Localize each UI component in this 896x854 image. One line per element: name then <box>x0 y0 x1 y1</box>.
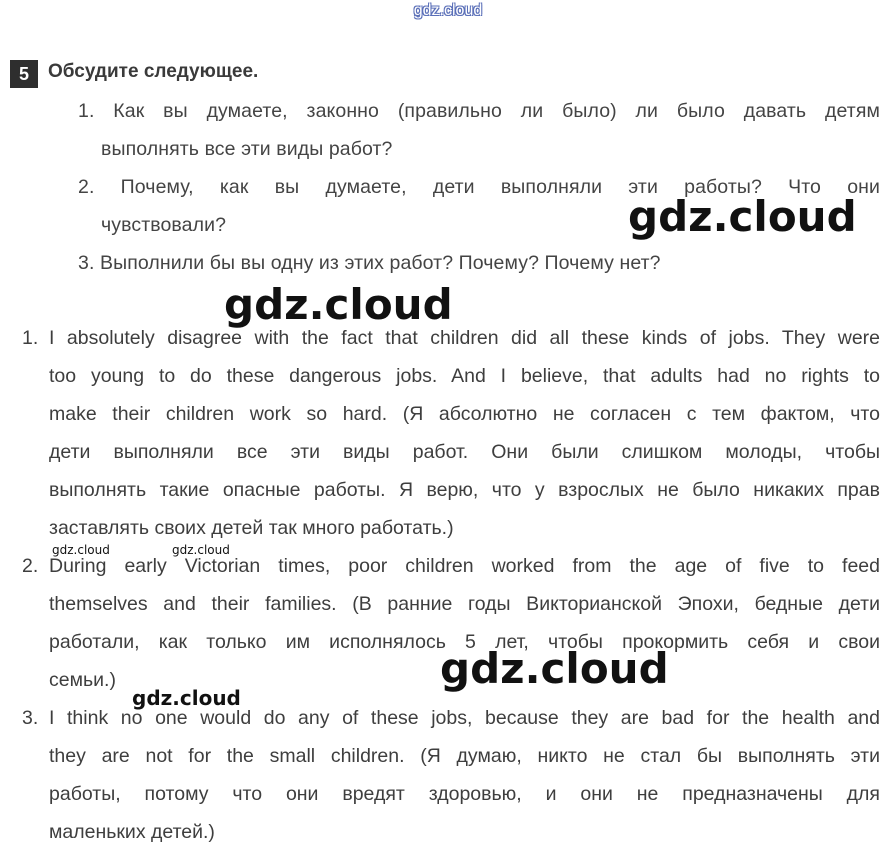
question-3-line-1: 3. Выполнили бы вы одну из этих работ? Почему? Почему нет? <box>78 252 661 274</box>
answer-2-line-3: работали, как только им исполнялось 5 лет, чтобы прокормить себя и свои <box>49 631 880 653</box>
question-1-cont <box>101 130 393 168</box>
answer-1-line-5: выполнять такие опасные работы. Я верю, что у взрослых не было никаких прав <box>49 479 880 501</box>
answer-2-number: 2. <box>22 555 39 577</box>
answer-1 <box>49 319 880 547</box>
answer-2-line-2: themselves and their families. (В ранние годы Викторианской Эпохи, бедные дети <box>49 593 880 615</box>
answer-2-line-4: семьи.) <box>49 669 116 691</box>
answer-3-number: 3. <box>22 707 39 729</box>
watermark-top: gdz.cloud <box>413 2 483 19</box>
answer-1-line-3: make their children work so hard. (Я абсолютно не согласен с тем фактом, что <box>49 403 880 425</box>
question-2-line-2: чувствовали? <box>101 214 227 236</box>
answer-3 <box>49 699 880 851</box>
answer-3-line-1: I think no one would do any of these jobs, because they are bad for the health and <box>49 707 880 729</box>
answer-1-line-6: заставлять своих детей так много работать.) <box>49 517 454 539</box>
watermark-medium: gdz.cloud <box>132 686 241 710</box>
question-1-line-2: выполнять все эти виды работ? <box>101 138 393 160</box>
watermark-small-2: gdz.cloud <box>172 543 230 557</box>
watermark-big-2: gdz.cloud <box>224 280 453 329</box>
watermark-big-1: gdz.cloud <box>628 192 857 241</box>
answer-1-line-1: I absolutely disagree with the fact that children did all these kinds of jobs. They were <box>49 327 880 349</box>
question-1 <box>78 92 880 130</box>
question-2-line-1: 2. Почему, как вы думаете, дети выполняли эти работы? Что они <box>78 176 880 198</box>
watermark-small-1: gdz.cloud <box>52 543 110 557</box>
task-number-badge: 5 <box>10 60 38 88</box>
answer-2-line-1: During early Victorian times, poor children worked from the age of five to feed <box>49 555 880 577</box>
question-1-line-1: 1. Как вы думаете, законно (правильно ли было) ли было давать детям <box>78 100 880 122</box>
question-2-cont <box>101 206 226 244</box>
watermark-big-3: gdz.cloud <box>440 644 669 693</box>
answer-3-line-3: работы, потому что они вредят здоровью, и они не предназначены для <box>49 783 880 805</box>
answer-3-line-2: they are not for the small children. (Я думаю, никто не стал бы выполнять эти <box>49 745 880 767</box>
answer-3-line-4: маленьких детей.) <box>49 821 215 843</box>
answer-1-line-4: дети выполняли все эти виды работ. Они были слишком молоды, чтобы <box>49 441 880 463</box>
answer-1-number: 1. <box>22 327 39 349</box>
answer-1-line-2: too young to do these dangerous jobs. And I believe, that adults had no rights to <box>49 365 880 387</box>
question-3 <box>78 244 661 282</box>
task-title: Обсудите следующее. <box>48 61 259 82</box>
